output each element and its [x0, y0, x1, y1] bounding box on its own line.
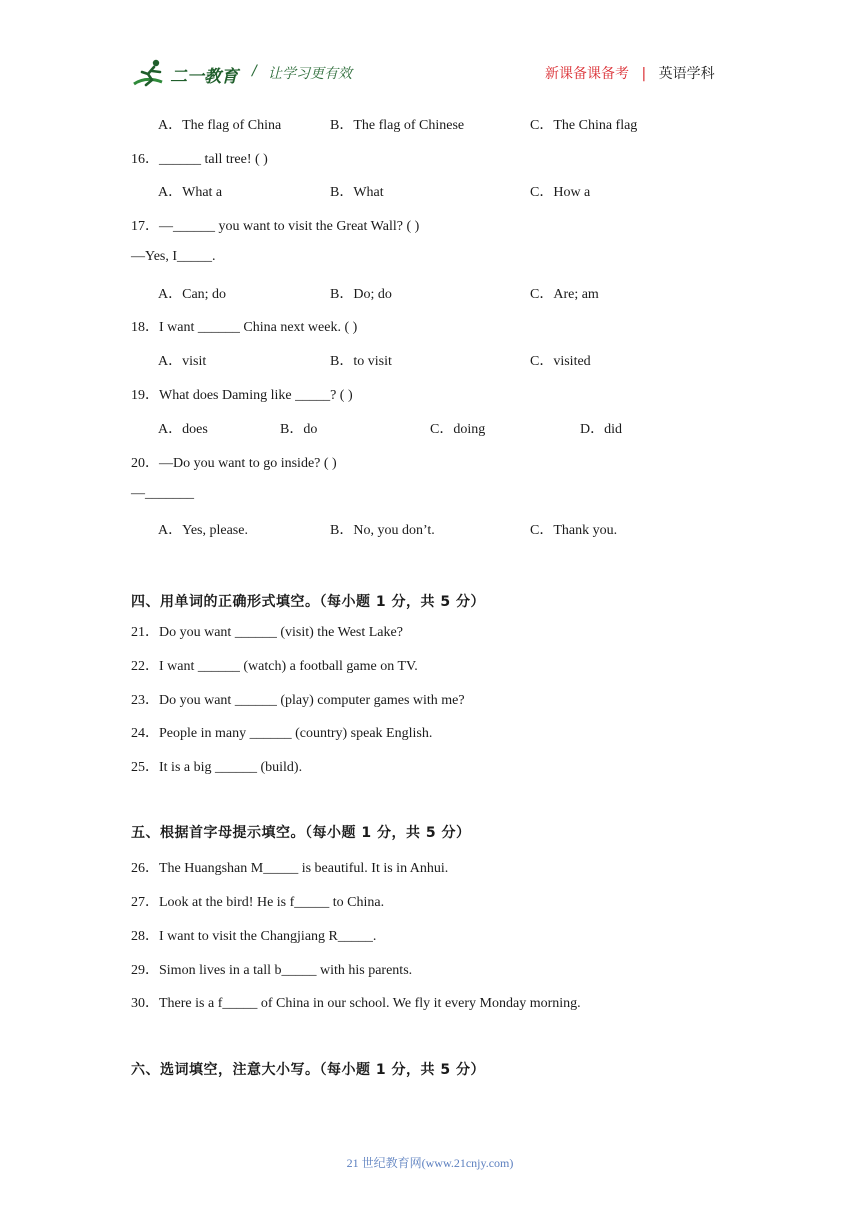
q20-stem: 20．—Do you want to go inside? ( )	[131, 456, 337, 471]
header-right	[545, 63, 715, 83]
q24: 24．People in many ______ (country) speak English.	[131, 726, 433, 741]
logo-runner-icon	[132, 58, 172, 88]
q17-stem: 17．—______ you want to visit the Great Wall? ( )	[131, 219, 420, 234]
q26: 26．The Huangshan M_____ is beautiful. It is in Anhui.	[131, 861, 449, 876]
q18-option-a: A．visit	[158, 354, 207, 369]
q16-stem: 16．______ tall tree! ( )	[131, 152, 268, 167]
q20-response: —_______	[131, 486, 194, 501]
header-slash: /	[252, 63, 257, 79]
logo-text: 二一教育	[170, 67, 238, 87]
q19-stem: 19．What does Daming like _____? ( )	[131, 388, 353, 403]
q16-option-c: C．How a	[530, 185, 591, 200]
q20-option-b: B．No, you don’t.	[330, 523, 435, 538]
q19-option-d: D．did	[580, 422, 622, 437]
q19-option-a: A．does	[158, 422, 208, 437]
q16-option-b: B．What	[330, 185, 384, 200]
q29: 29．Simon lives in a tall b_____ with his parents.	[131, 963, 413, 978]
section-5-title: 五、根据首字母提示填空。（每小题 1 分，共 5 分）	[131, 825, 471, 841]
header-subject: 英语学科	[658, 66, 715, 82]
q18-stem: 18．I want ______ China next week. ( )	[131, 320, 358, 335]
q20-option-c: C．Thank you.	[530, 523, 618, 538]
q15-option-b: B．The flag of Chinese	[330, 118, 465, 133]
q18-option-c: C．visited	[530, 354, 591, 369]
section-6-title: 六、选词填空，注意大小写。（每小题 1 分，共 5 分）	[131, 1062, 485, 1078]
header-divider: |	[641, 66, 647, 82]
q21: 21．Do you want ______ (visit) the West Lake?	[131, 625, 403, 640]
q17-option-a: A．Can; do	[158, 287, 227, 302]
q17-option-c: C．Are; am	[530, 287, 599, 302]
q18-option-b: B．to visit	[330, 354, 392, 369]
header-slogan: 让学习更有效	[268, 66, 352, 82]
q27: 27．Look at the bird! He is f_____ to China.	[131, 895, 385, 910]
header-subtitle: 新课备课备考	[545, 66, 629, 82]
q16-option-a: A．What a	[158, 185, 223, 200]
q23: 23．Do you want ______ (play) computer games with me?	[131, 693, 465, 708]
q19-option-c: C．doing	[430, 422, 486, 437]
q25: 25．It is a big ______ (build).	[131, 760, 303, 775]
q15-option-a: A．The flag of China	[158, 118, 282, 133]
q30: 30．There is a f_____ of China in our school. We fly it every Monday morning.	[131, 996, 581, 1011]
q17-response: —Yes, I_____.	[131, 249, 216, 264]
q19-option-b: B．do	[280, 422, 318, 437]
q15-option-c: C．The China flag	[530, 118, 638, 133]
q17-option-b: B．Do; do	[330, 287, 392, 302]
q28: 28．I want to visit the Changjiang R_____.	[131, 929, 377, 944]
footer-source: 21 世纪教育网(www.21cnjy.com)	[346, 1156, 514, 1170]
q20-option-a: A．Yes, please.	[158, 523, 248, 538]
section-4-title: 四、用单词的正确形式填空。（每小题 1 分，共 5 分）	[131, 594, 485, 610]
q22: 22．I want ______ (watch) a football game on TV.	[131, 659, 418, 674]
